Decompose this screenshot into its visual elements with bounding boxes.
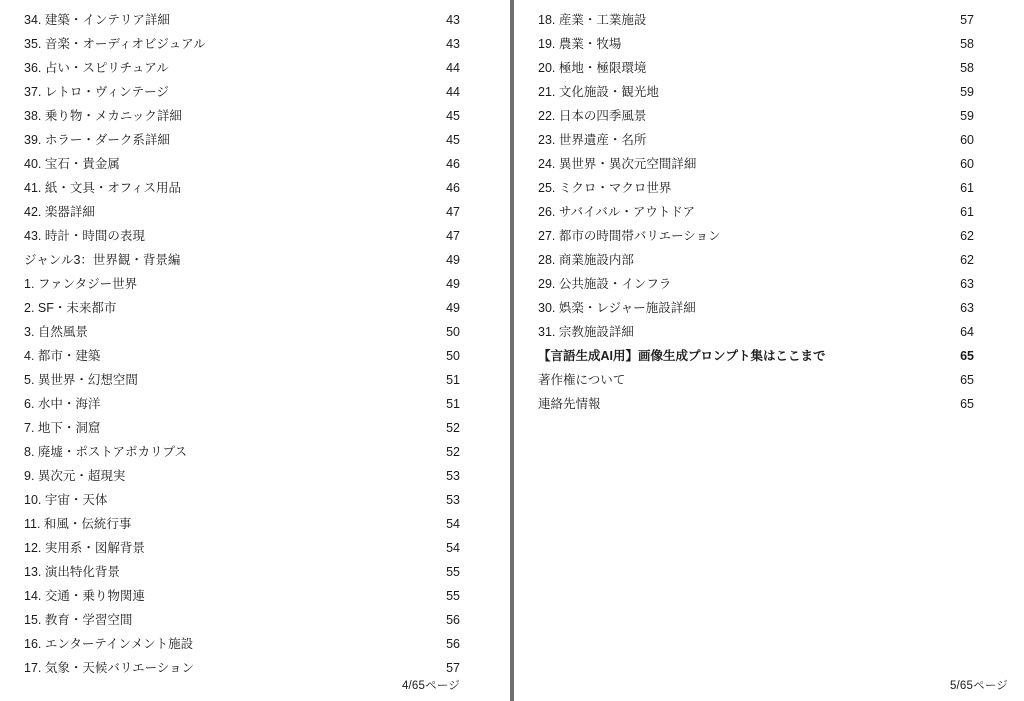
page-footer-right: 5/65ページ <box>949 680 1008 692</box>
toc-entry-page-number: 59 <box>960 109 974 123</box>
toc-entry[interactable] <box>538 104 974 128</box>
toc-entry-label: 18. 産業・工業施設 <box>538 13 647 27</box>
toc-entry-label: 15. 教育・学習空間 <box>24 613 133 627</box>
toc-entry[interactable] <box>24 8 460 32</box>
toc-entry-page-number: 49 <box>446 253 460 267</box>
toc-entry[interactable] <box>538 344 974 368</box>
toc-entry-page-number: 62 <box>960 229 974 243</box>
toc-entry[interactable] <box>538 248 974 272</box>
toc-entry-page-number: 58 <box>960 61 974 75</box>
toc-entry-label: 30. 娯楽・レジャー施設詳細 <box>538 301 696 315</box>
toc-entry-label: 11. 和風・伝統行事 <box>24 517 132 531</box>
toc-entry-label: 34. 建築・インテリア詳細 <box>24 13 170 27</box>
toc-entry-label: 40. 宝石・貴金属 <box>24 157 120 171</box>
toc-entry-page-number: 44 <box>446 85 460 99</box>
toc-entry[interactable] <box>538 128 974 152</box>
toc-entry-label: 38. 乗り物・メカニック詳細 <box>24 109 182 123</box>
toc-entry-label: 8. 廃墟・ポストアポカリプス <box>24 445 188 459</box>
page-right <box>514 0 1024 701</box>
toc-entry-label: 31. 宗教施設詳細 <box>538 325 634 339</box>
toc-entry-page-number: 61 <box>960 205 974 219</box>
toc-entry-page-number: 46 <box>446 181 460 195</box>
toc-entry-page-number: 59 <box>960 85 974 99</box>
toc-entry-page-number: 63 <box>960 277 974 291</box>
toc-entry[interactable] <box>538 200 974 224</box>
toc-entry[interactable] <box>24 416 460 440</box>
toc-entry[interactable] <box>538 296 974 320</box>
toc-entry[interactable] <box>24 296 460 320</box>
toc-entry-label: 4. 都市・建築 <box>24 349 101 363</box>
toc-entry[interactable] <box>24 632 460 656</box>
toc-entry-page-number: 65 <box>960 397 974 411</box>
toc-entry[interactable] <box>538 224 974 248</box>
toc-entry-label: 24. 異世界・異次元空間詳細 <box>538 157 697 171</box>
toc-entry[interactable] <box>24 248 460 272</box>
toc-entry-page-number: 62 <box>960 253 974 267</box>
toc-entry-page-number: 64 <box>960 325 974 339</box>
toc-entry-label: 2. SF・未来都市 <box>24 301 117 315</box>
toc-entry[interactable] <box>24 224 460 248</box>
toc-entry-page-number: 65 <box>960 373 974 387</box>
toc-entry[interactable] <box>24 560 460 584</box>
toc-entry[interactable] <box>24 656 460 680</box>
toc-entry-label: 39. ホラー・ダーク系詳細 <box>24 133 170 147</box>
toc-entry-page-number: 56 <box>446 613 460 627</box>
toc-entry-page-number: 49 <box>446 277 460 291</box>
toc-entry-label: 29. 公共施設・インフラ <box>538 277 672 291</box>
toc-entry[interactable] <box>538 392 974 416</box>
toc-entry[interactable] <box>538 152 974 176</box>
toc-entry-label: 23. 世界遺産・名所 <box>538 133 647 147</box>
toc-entry[interactable] <box>24 200 460 224</box>
toc-entry-page-number: 47 <box>446 205 460 219</box>
toc-entry[interactable] <box>538 8 974 32</box>
toc-entry-page-number: 47 <box>446 229 460 243</box>
toc-entry-label: 20. 極地・極限環境 <box>538 61 647 75</box>
toc-entry-page-number: 53 <box>446 469 460 483</box>
toc-entry-page-number: 45 <box>446 133 460 147</box>
toc-entry-label: 1. ファンタジー世界 <box>24 277 138 291</box>
toc-entry[interactable] <box>24 368 460 392</box>
toc-entry-label: 43. 時計・時間の表現 <box>24 229 145 243</box>
toc-entry-page-number: 60 <box>960 133 974 147</box>
toc-entry[interactable] <box>24 128 460 152</box>
toc-entry[interactable] <box>24 584 460 608</box>
toc-entry[interactable] <box>24 440 460 464</box>
toc-entry-page-number: 53 <box>446 493 460 507</box>
toc-entry-page-number: 57 <box>446 661 460 675</box>
toc-entry-label: 7. 地下・洞窟 <box>24 421 101 435</box>
toc-entry-page-number: 46 <box>446 157 460 171</box>
toc-entry[interactable] <box>538 320 974 344</box>
toc-entry-page-number: 63 <box>960 301 974 315</box>
toc-entry-page-number: 50 <box>446 325 460 339</box>
toc-entry-label: 22. 日本の四季風景 <box>538 109 647 123</box>
toc-entry[interactable] <box>24 512 460 536</box>
toc-entry-page-number: 45 <box>446 109 460 123</box>
toc-entry-label: 27. 都市の時間帯バリエーション <box>538 229 721 243</box>
toc-entry-page-number: 58 <box>960 37 974 51</box>
toc-entry-label: 著作権について <box>538 373 626 387</box>
toc-entry-label: 16. エンターテインメント施設 <box>24 637 194 651</box>
toc-entry[interactable] <box>24 104 460 128</box>
toc-entry[interactable] <box>24 344 460 368</box>
toc-entry[interactable] <box>24 152 460 176</box>
toc-entry[interactable] <box>24 56 460 80</box>
toc-entry-label: 6. 水中・海洋 <box>24 397 101 411</box>
toc-entry-label: 21. 文化施設・観光地 <box>538 85 659 99</box>
toc-entry-label: 12. 実用系・図解背景 <box>24 541 145 555</box>
toc-entry[interactable] <box>24 176 460 200</box>
toc-entry-label: 36. 占い・スピリチュアル <box>24 61 169 75</box>
toc-entry-page-number: 51 <box>446 373 460 387</box>
toc-list-left <box>24 8 460 680</box>
toc-entry-page-number: 55 <box>446 565 460 579</box>
toc-entry-label: 41. 紙・文具・オフィス用品 <box>24 181 181 195</box>
toc-entry-label: 35. 音楽・オーディオビジュアル <box>24 37 206 51</box>
toc-entry[interactable] <box>24 80 460 104</box>
toc-entry-page-number: 54 <box>446 541 460 555</box>
toc-entry[interactable] <box>24 320 460 344</box>
toc-entry-label: 連絡先情報 <box>538 397 601 411</box>
toc-entry-page-number: 54 <box>446 517 460 531</box>
toc-entry-label: 13. 演出特化背景 <box>24 565 120 579</box>
toc-entry-page-number: 43 <box>446 37 460 51</box>
toc-entry[interactable] <box>538 56 974 80</box>
toc-entry-page-number: 56 <box>446 637 460 651</box>
toc-entry[interactable] <box>538 368 974 392</box>
toc-entry[interactable] <box>24 272 460 296</box>
toc-list-right <box>538 8 974 416</box>
toc-entry-label: 19. 農業・牧場 <box>538 37 622 51</box>
toc-entry-page-number: 49 <box>446 301 460 315</box>
toc-entry[interactable] <box>24 392 460 416</box>
toc-entry-page-number: 52 <box>446 445 460 459</box>
toc-entry[interactable] <box>24 32 460 56</box>
toc-entry-label: 42. 楽器詳細 <box>24 205 95 219</box>
toc-entry-label: 10. 宇宙・天体 <box>24 493 108 507</box>
toc-entry-page-number: 65 <box>960 349 974 363</box>
toc-entry-label: 26. サバイバル・アウトドア <box>538 205 695 219</box>
page-left <box>0 0 510 701</box>
toc-entry-page-number: 44 <box>446 61 460 75</box>
toc-entry-label: 3. 自然風景 <box>24 325 88 339</box>
toc-entry-label: 9. 異次元・超現実 <box>24 469 126 483</box>
page-footer-left: 4/65ページ <box>401 680 460 692</box>
toc-entry[interactable] <box>538 32 974 56</box>
toc-entry-label: 17. 気象・天候バリエーション <box>24 661 195 675</box>
toc-entry[interactable] <box>24 464 460 488</box>
toc-entry-label: 5. 異世界・幻想空間 <box>24 373 138 387</box>
toc-entry-page-number: 50 <box>446 349 460 363</box>
toc-entry-page-number: 60 <box>960 157 974 171</box>
toc-entry[interactable] <box>538 80 974 104</box>
toc-entry-label: 【言語生成AI用】画像生成プロンプト集はここまで <box>538 349 826 363</box>
toc-entry-page-number: 52 <box>446 421 460 435</box>
toc-entry-page-number: 61 <box>960 181 974 195</box>
toc-entry-label: 14. 交通・乗り物関連 <box>24 589 145 603</box>
toc-entry[interactable] <box>24 608 460 632</box>
toc-entry[interactable] <box>24 488 460 512</box>
toc-entry-label: ジャンル3：世界観・背景編 <box>24 253 181 267</box>
toc-entry-page-number: 51 <box>446 397 460 411</box>
toc-entry-page-number: 43 <box>446 13 460 27</box>
toc-entry-page-number: 57 <box>960 13 974 27</box>
toc-entry[interactable] <box>24 536 460 560</box>
toc-entry-page-number: 55 <box>446 589 460 603</box>
toc-entry-label: 28. 商業施設内部 <box>538 253 634 267</box>
toc-entry[interactable] <box>538 176 974 200</box>
toc-entry-label: 37. レトロ・ヴィンテージ <box>24 85 169 99</box>
toc-entry-label: 25. ミクロ・マクロ世界 <box>538 181 672 195</box>
toc-entry[interactable] <box>538 272 974 296</box>
